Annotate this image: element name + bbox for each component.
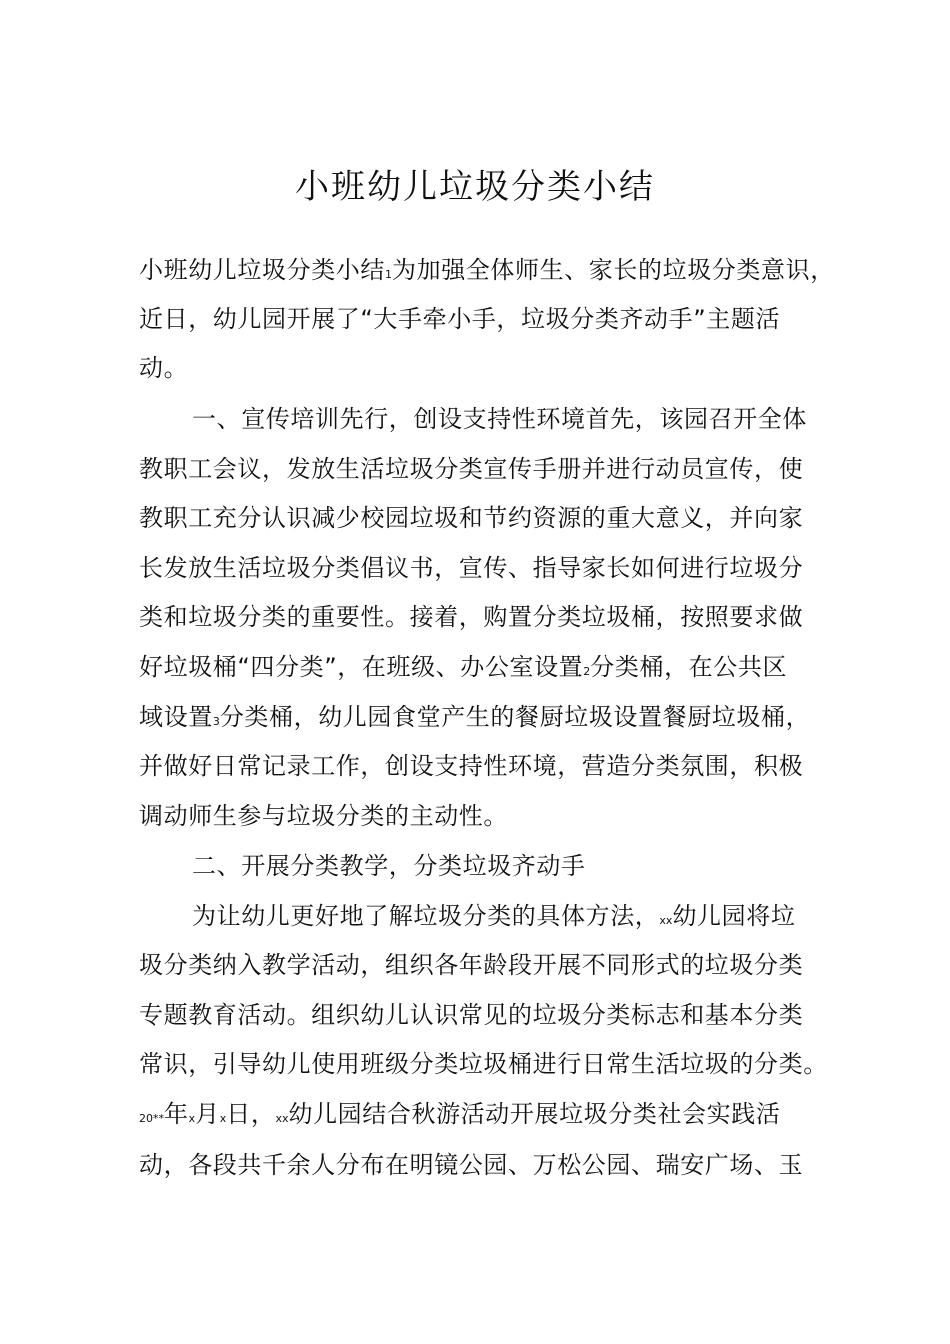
line-text: 为让幼儿更好地了解垃圾分类的具体方法，	[192, 902, 660, 930]
line-text: 分类桶，幼儿园食堂产生的餐厨垃圾设置餐厨垃圾桶，	[219, 703, 811, 731]
line-text: 小班幼儿垃圾分类小结	[139, 256, 385, 284]
line-text: 幼儿园将垃	[672, 902, 796, 930]
section-heading-2: 二、开展分类教学，分类垃圾齐动手	[192, 852, 586, 880]
line-text: 分类桶，在公共区	[590, 653, 788, 681]
date-month: x	[188, 1112, 196, 1125]
paragraph-line: 并做好日常记录工作，创设支持性环境，营造分类氛围，积极	[139, 752, 804, 780]
paragraph-line: 教职工充分认识减少校园垃圾和节约资源的重大意义，并向家	[139, 504, 804, 532]
document-title: 小班幼儿垃圾分类小结	[295, 167, 655, 207]
line-text: 幼儿园结合秋游活动开展垃圾分类社会实践活	[288, 1100, 781, 1128]
paragraph-line: 类和垃圾分类的重要性。接着，购置分类垃圾桶，按照要求做	[139, 603, 804, 631]
paragraph-line	[139, 649, 787, 690]
line-text: 日，	[226, 1100, 276, 1128]
paragraph-line	[192, 898, 795, 939]
inline-number: 2	[583, 665, 591, 678]
date-year: 20**	[139, 1112, 164, 1125]
paragraph-line: 动。	[139, 354, 189, 382]
paragraph-line: 常识，引导幼儿使用班级分类垃圾桶进行日常生活垃圾的分类。	[139, 1050, 828, 1078]
paragraph-line: 近日，幼儿园开展了“大手牵小手，垃圾分类齐动手”主题活	[139, 305, 781, 333]
paragraph-line: 长发放生活垃圾分类倡议书，宣传、指导家长如何进行垃圾分	[139, 554, 804, 582]
paragraph-line: 动，各段共千余人分布在明镜公园、万松公园、瑞安广场、玉	[139, 1151, 804, 1179]
paragraph-line: 圾分类纳入教学活动，组织各年龄段开展不同形式的垃圾分类	[139, 951, 804, 979]
inline-number: 3	[212, 715, 220, 728]
line-text: 好垃圾桶“四分类”，在班级、办公室设置	[139, 653, 584, 681]
line-text: 域设置	[139, 703, 213, 731]
paragraph-line: 教职工会议，发放生活垃圾分类宣传手册并进行动员宣传，使	[139, 455, 804, 483]
paragraph-line	[139, 699, 810, 740]
line-number: 1	[385, 268, 392, 281]
paragraph-line: 调动师生参与垃圾分类的主动性。	[139, 802, 508, 830]
section-heading-1: 一、宣传培训先行，创设支持性环境首先，该园召开全体	[192, 405, 807, 433]
inline-placeholder: xx	[659, 914, 673, 927]
date-day: x	[219, 1112, 227, 1125]
inline-placeholder: xx	[275, 1112, 289, 1125]
paragraph-line: 专题教育活动。组织幼儿认识常见的垃圾分类标志和基本分类	[139, 1001, 804, 1029]
line-text: 年	[164, 1100, 189, 1128]
paragraph-line	[139, 252, 835, 293]
paragraph-line	[139, 1096, 780, 1137]
line-text: 为加强全体师生、家长的垃圾分类意识，	[392, 256, 835, 284]
line-text: 月	[195, 1100, 220, 1128]
